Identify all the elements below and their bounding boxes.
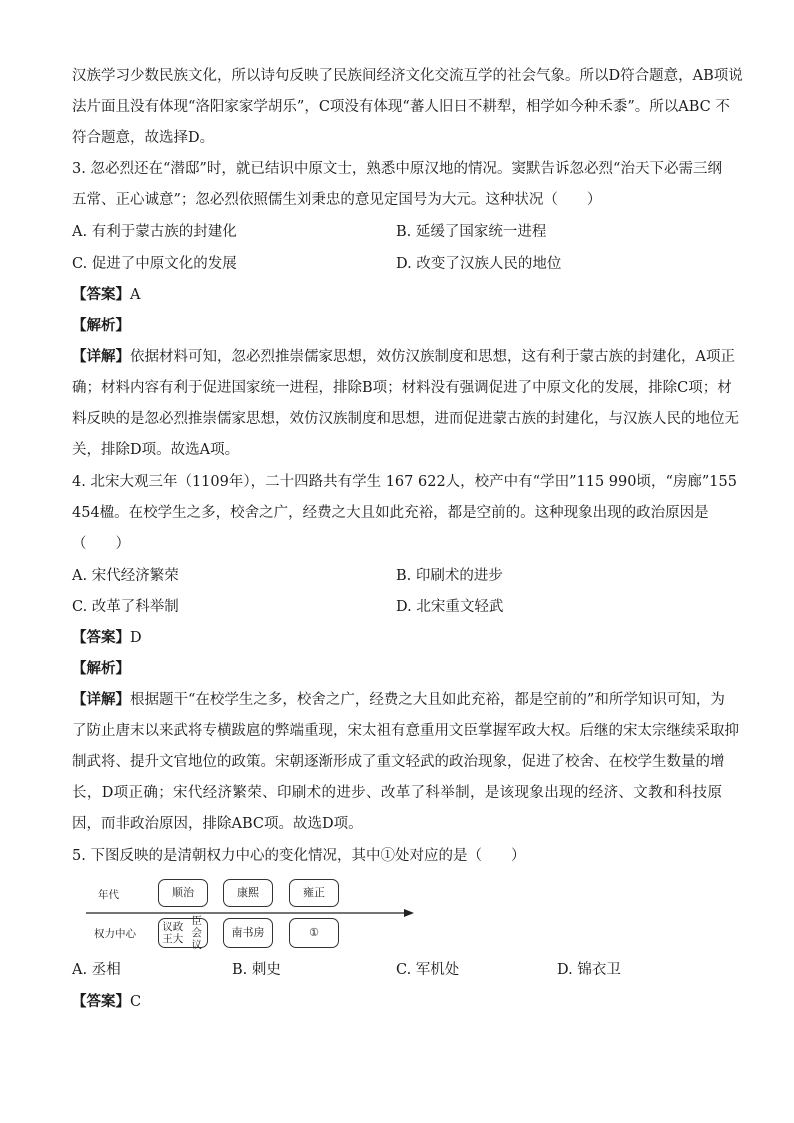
q5-option-b: B. 刺史 (232, 962, 281, 978)
q4-detail-line-2: 了防止唐末以来武将专横跋扈的弊端重现，宋太祖有意重用文臣掌握军政大权。后继的宋太宗继续采取抑 (72, 723, 739, 739)
q4-stem-line-2: 454楹。在校学生之多，校舍之广，经费之大且如此充裕，都是空前的。这种现象出现的政治原因是 (72, 505, 709, 521)
era-box-yongzheng: 雍正 (289, 879, 339, 907)
era-box-kangxi: 康熙 (223, 879, 273, 907)
q4-option-a: A. 宋代经济繁荣 (72, 568, 179, 584)
q4-detail-line-5: 因，而非政治原因，排除ABC项。故选D项。 (72, 816, 363, 832)
power-center-diagram (84, 876, 424, 952)
q4-analysis-label: 【解析】 (72, 660, 130, 677)
q4-option-c: C. 改革了科举制 (72, 599, 179, 615)
q4-answer (72, 628, 722, 648)
q3-option-b: B. 延缓了国家统一进程 (396, 224, 547, 240)
row-label-center: 权力中心 (94, 928, 136, 940)
q3-detail-line-1: 【详解】依据材料可知，忽必烈推崇儒家思想，效仿汉族制度和思想，这有利于蒙古族的封建化，A项正 (72, 348, 735, 365)
answer-label: 【答案】 (72, 286, 130, 303)
continuation-line-1: 汉族学习少数民族文化，所以诗句反映了民族间经济文化交流互学的社会气象。所以D符合题意，AB项说 (72, 68, 743, 84)
center-box-blank: ① (289, 918, 339, 948)
q3-option-c: C. 促进了中原文化的发展 (72, 256, 237, 272)
q5-stem: 5. 下图反映的是清朝权力中心的变化情况，其中①处对应的是（ ） (72, 848, 526, 864)
answer-value: D (130, 630, 142, 646)
detail-label: 【详解】 (72, 348, 130, 365)
q4-option-d: D. 北宋重文轻武 (396, 599, 504, 615)
answer-value: A (130, 287, 141, 303)
q3-stem-line-1: 3. 忽必烈还在“潜邸”时，就已结识中原文士，熟悉中原汉地的情况。窦默告诉忽必烈“治天下必需三纲 (72, 161, 722, 177)
q3-option-a: A. 有利于蒙古族的封建化 (72, 224, 237, 240)
row-label-era: 年代 (98, 889, 119, 901)
center-box-south-study: 南书房 (223, 918, 273, 948)
q4-detail-line-1: 【详解】根据题干“在校学生之多，校舍之广，经费之大且如此充裕，都是空前的”和所学知识可知，为 (72, 691, 725, 708)
q3-detail-line-4: 关，排除D项。故选A项。 (72, 442, 240, 458)
q5-option-a: A. 丞相 (72, 962, 121, 978)
answer-label: 【答案】 (72, 993, 130, 1010)
q3-option-d: D. 改变了汉族人民的地位 (396, 256, 562, 272)
q3-stem-line-2: 五常、正心诚意”；忽必烈依照儒生刘秉忠的意见定国号为大元。这种状况（ ） (72, 192, 602, 208)
q5-option-d: D. 锦衣卫 (557, 962, 621, 978)
continuation-line-3: 符合题意，故选择D。 (72, 130, 215, 146)
q5-option-c: C. 军机处 (396, 962, 460, 978)
q4-option-b: B. 印刷术的进步 (396, 568, 503, 584)
q4-stem-line-3: （ ） (72, 536, 130, 552)
detail-label: 【详解】 (72, 691, 130, 708)
q3-detail-line-3: 料反映的是忽必烈推崇儒家思想，效仿汉族制度和思想，进而促进蒙古族的封建化，与汉族人民的地位无 (72, 411, 739, 427)
continuation-line-2: 法片面且没有体现“洛阳家家学胡乐”，C项没有体现“蕃人旧日不耕犁，相学如今种禾黍”。所以ABC 不 (72, 99, 730, 115)
q3-detail-line-2: 确；材料内容有利于促进国家统一进程，排除B项；材料没有强调促进了中原文化的发展，排除C项；材 (72, 380, 732, 396)
q4-stem-line-1: 4. 北宋大观三年（1109年），二十四路共有学生 167 622人，校产中有“学田”115 990顷，“房廊”155 (72, 474, 737, 490)
q5-answer (72, 992, 722, 1012)
q3-analysis-label: 【解析】 (72, 317, 130, 334)
answer-value: C (130, 994, 142, 1010)
center-box-council: 议政王大 臣会议 (158, 918, 208, 948)
q4-detail-line-3: 制武将、提升文官地位的政策。宋朝逐渐形成了重文轻武的政治现象，促进了校舍、在校学生数量的增 (72, 754, 725, 770)
q3-answer (72, 285, 722, 305)
era-box-shunzhi: 顺治 (158, 879, 208, 907)
answer-label: 【答案】 (72, 629, 130, 646)
q4-detail-line-4: 长，D项正确；宋代经济繁荣、印刷术的进步、改革了科举制，是该现象出现的经济、文教和科技原 (72, 785, 722, 801)
